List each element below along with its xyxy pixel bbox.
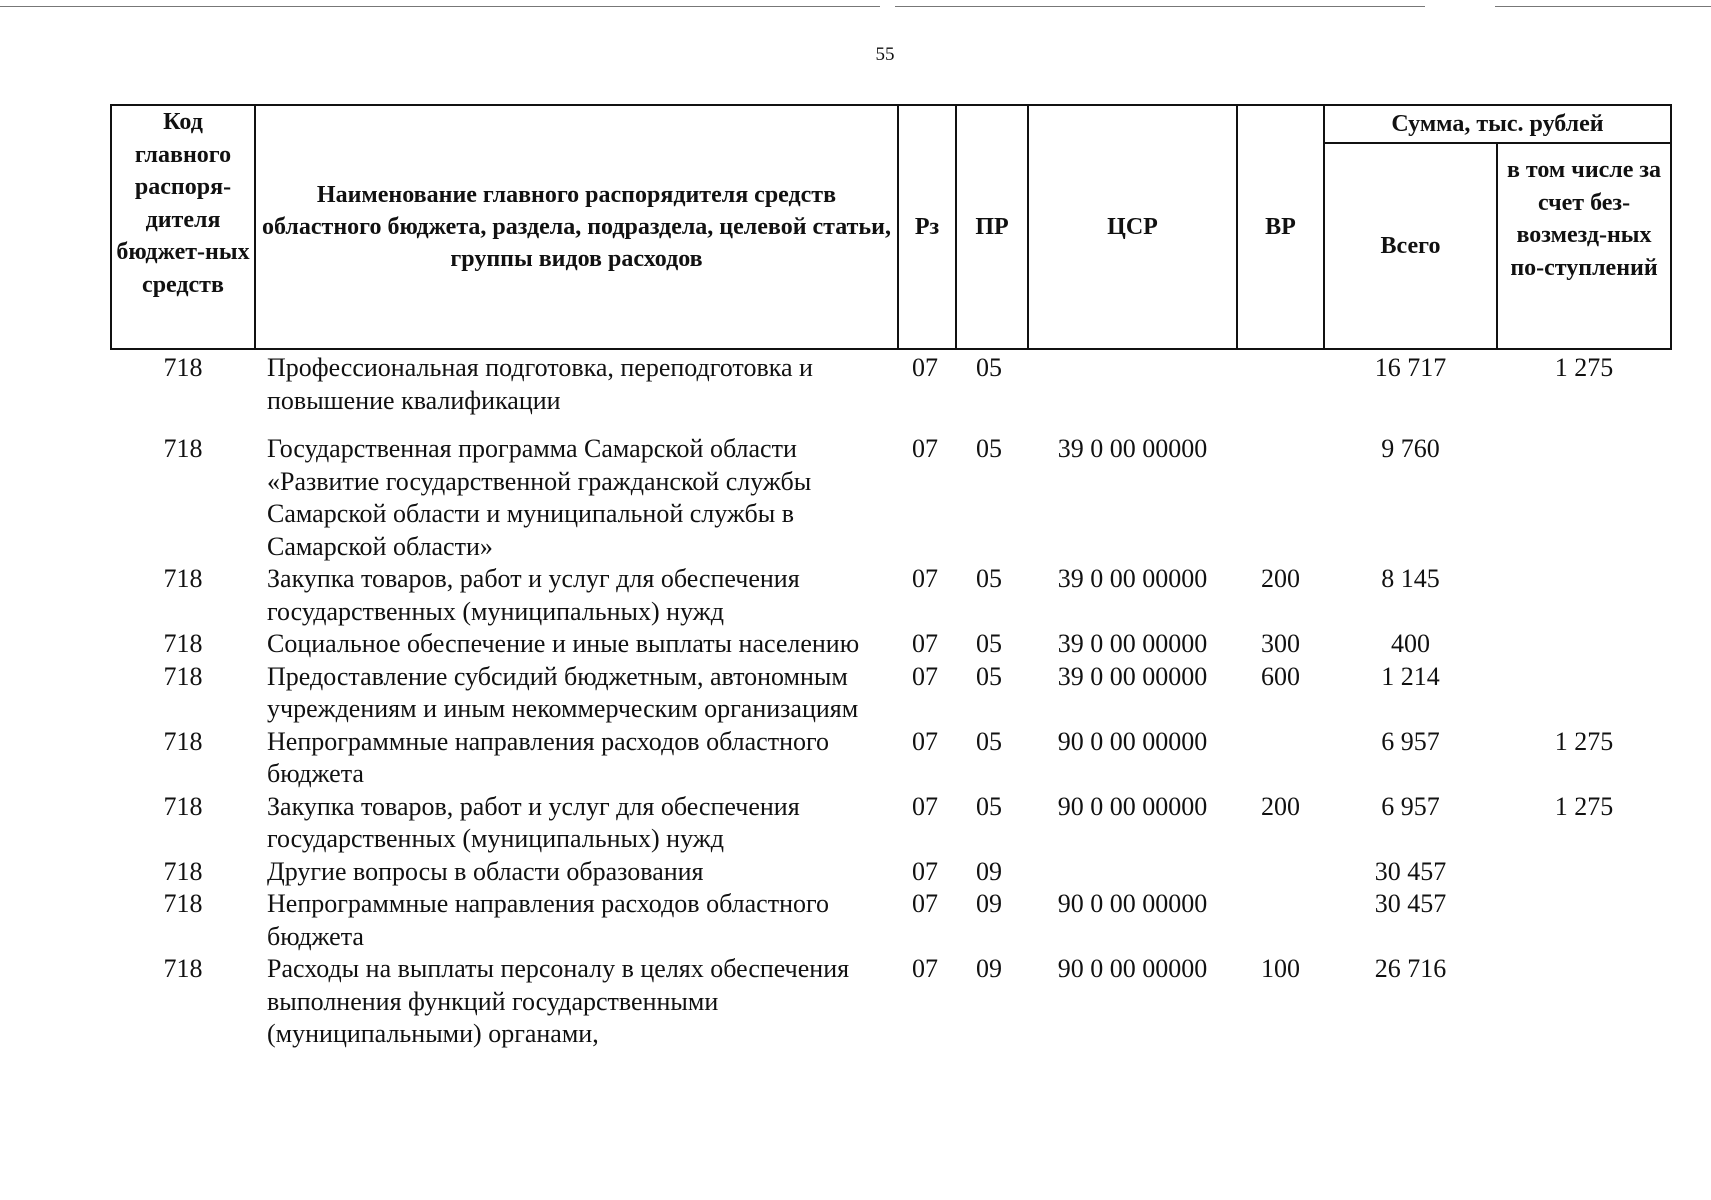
header-code: Код главного распоря-дителя бюджет-ных средств <box>111 105 255 349</box>
header-name: Наименование главного распорядителя средств областного бюджета, раздела, подраздела, целевой статьи, группы видов расходов <box>255 105 898 349</box>
cell-grant: 1 275 <box>1554 353 1614 382</box>
table-body <box>111 349 1671 1051</box>
cell-csr: 39 0 00 00000 <box>1057 629 1208 658</box>
cell-vr: 600 <box>1261 661 1300 691</box>
cell-grant <box>1497 661 1671 726</box>
cell-total: 6 957 <box>1381 791 1440 821</box>
cell-code: 718 <box>163 726 203 756</box>
cell-grant <box>1497 433 1671 563</box>
table-row <box>111 726 1671 791</box>
cell-vr: 200 <box>1261 791 1300 821</box>
table-row <box>111 661 1671 726</box>
cell-pr: 05 <box>976 564 1002 593</box>
cell-code: 718 <box>163 791 203 821</box>
cell-rz: 07 <box>912 954 938 983</box>
cell-vr: 100 <box>1261 954 1300 983</box>
cell-vr <box>1237 856 1324 889</box>
cell-vr <box>1237 888 1324 953</box>
table-row <box>111 628 1671 661</box>
cell-rz: 07 <box>912 629 938 658</box>
cell-name: Расходы на выплаты персоналу в целях обеспечения выполнения функций государственными (муниципальными) органами, <box>267 954 850 1048</box>
budget-table <box>110 104 1672 1051</box>
cell-grant: 1 275 <box>1554 791 1614 821</box>
cell-csr: 90 0 00 00000 <box>1057 889 1208 918</box>
cell-rz: 07 <box>912 791 938 821</box>
cell-grant <box>1497 563 1671 628</box>
header-grant: в том числе за счет без-возмезд-ных по-ступлений <box>1497 143 1671 349</box>
cell-grant <box>1497 628 1671 661</box>
table-row <box>111 433 1671 563</box>
cell-csr: 90 0 00 00000 <box>1057 726 1208 756</box>
scan-edge-line-right <box>895 6 1425 7</box>
cell-name: Непрограммные направления расходов областного бюджета <box>267 726 829 788</box>
cell-code: 718 <box>163 661 203 691</box>
cell-vr <box>1237 726 1324 791</box>
cell-csr: 90 0 00 00000 <box>1057 954 1208 983</box>
cell-name: Профессиональная подготовка, переподготовка и повышение квалификации <box>267 353 813 415</box>
cell-total: 9 760 <box>1381 434 1440 463</box>
cell-total: 8 145 <box>1381 564 1440 593</box>
page-number: 55 <box>875 44 895 65</box>
cell-total: 30 457 <box>1374 889 1447 918</box>
header-pr: ПР <box>956 105 1028 349</box>
cell-pr: 09 <box>976 856 1002 886</box>
cell-code: 718 <box>163 856 203 886</box>
table-row <box>111 856 1671 889</box>
cell-name: Социальное обеспечение и иные выплаты населению <box>267 629 860 658</box>
cell-grant <box>1497 888 1671 953</box>
table-row <box>111 953 1671 1051</box>
cell-total: 6 957 <box>1381 726 1440 756</box>
scan-edge-line-left <box>0 6 880 7</box>
cell-vr <box>1237 349 1324 433</box>
table-row <box>111 888 1671 953</box>
table-row <box>111 563 1671 628</box>
cell-rz: 07 <box>912 353 938 382</box>
cell-pr: 05 <box>976 661 1002 691</box>
header-csr: ЦСР <box>1028 105 1237 349</box>
cell-pr: 09 <box>976 954 1002 983</box>
cell-pr: 05 <box>976 726 1002 756</box>
cell-total: 26 716 <box>1374 954 1447 983</box>
header-vr: ВР <box>1237 105 1324 349</box>
cell-csr: 90 0 00 00000 <box>1057 791 1208 821</box>
cell-vr: 200 <box>1261 564 1300 593</box>
cell-csr <box>1028 349 1237 433</box>
cell-name: Непрограммные направления расходов областного бюджета <box>267 889 829 951</box>
scan-edge-line-far-right <box>1495 6 1711 7</box>
table-header <box>111 105 1671 349</box>
cell-total: 30 457 <box>1374 856 1447 886</box>
cell-name: Закупка товаров, работ и услуг для обеспечения государственных (муниципальных) нужд <box>267 791 800 853</box>
cell-pr: 05 <box>976 353 1002 382</box>
header-rz: Рз <box>898 105 956 349</box>
cell-code: 718 <box>163 629 203 658</box>
cell-code: 718 <box>163 353 203 382</box>
cell-name: Другие вопросы в области образования <box>267 856 704 886</box>
cell-grant: 1 275 <box>1554 726 1614 756</box>
cell-grant <box>1497 856 1671 889</box>
cell-name: Предоставление субсидий бюджетным, автономным учреждениям и иным некоммерческим организациям <box>267 661 859 723</box>
cell-code: 718 <box>163 564 203 593</box>
header-total: Всего <box>1324 143 1497 349</box>
cell-rz: 07 <box>912 726 938 756</box>
cell-pr: 05 <box>976 434 1002 463</box>
header-sum: Сумма, тыс. рублей <box>1324 105 1671 143</box>
cell-code: 718 <box>163 889 203 918</box>
cell-csr <box>1028 856 1237 889</box>
table-row <box>111 349 1671 433</box>
cell-total: 1 214 <box>1381 661 1440 691</box>
cell-total: 400 <box>1391 629 1430 658</box>
cell-code: 718 <box>163 954 203 983</box>
cell-total: 16 717 <box>1374 353 1447 382</box>
cell-csr: 39 0 00 00000 <box>1057 564 1208 593</box>
cell-pr: 05 <box>976 791 1002 821</box>
cell-name: Закупка товаров, работ и услуг для обеспечения государственных (муниципальных) нужд <box>267 564 800 626</box>
cell-rz: 07 <box>912 889 938 918</box>
cell-csr: 39 0 00 00000 <box>1057 661 1208 691</box>
cell-csr: 39 0 00 00000 <box>1057 434 1208 463</box>
cell-vr <box>1237 433 1324 563</box>
cell-vr: 300 <box>1261 629 1300 658</box>
cell-rz: 07 <box>912 434 938 463</box>
cell-rz: 07 <box>912 856 938 886</box>
cell-name: Государственная программа Самарской области «Развитие государственной гражданской службы Самарской области и муниципальной службы в Самарской области» <box>267 434 812 561</box>
cell-rz: 07 <box>912 564 938 593</box>
cell-grant <box>1497 953 1671 1051</box>
cell-code: 718 <box>163 434 203 463</box>
cell-rz: 07 <box>912 661 938 691</box>
table-row <box>111 791 1671 856</box>
cell-pr: 09 <box>976 889 1002 918</box>
cell-pr: 05 <box>976 629 1002 658</box>
